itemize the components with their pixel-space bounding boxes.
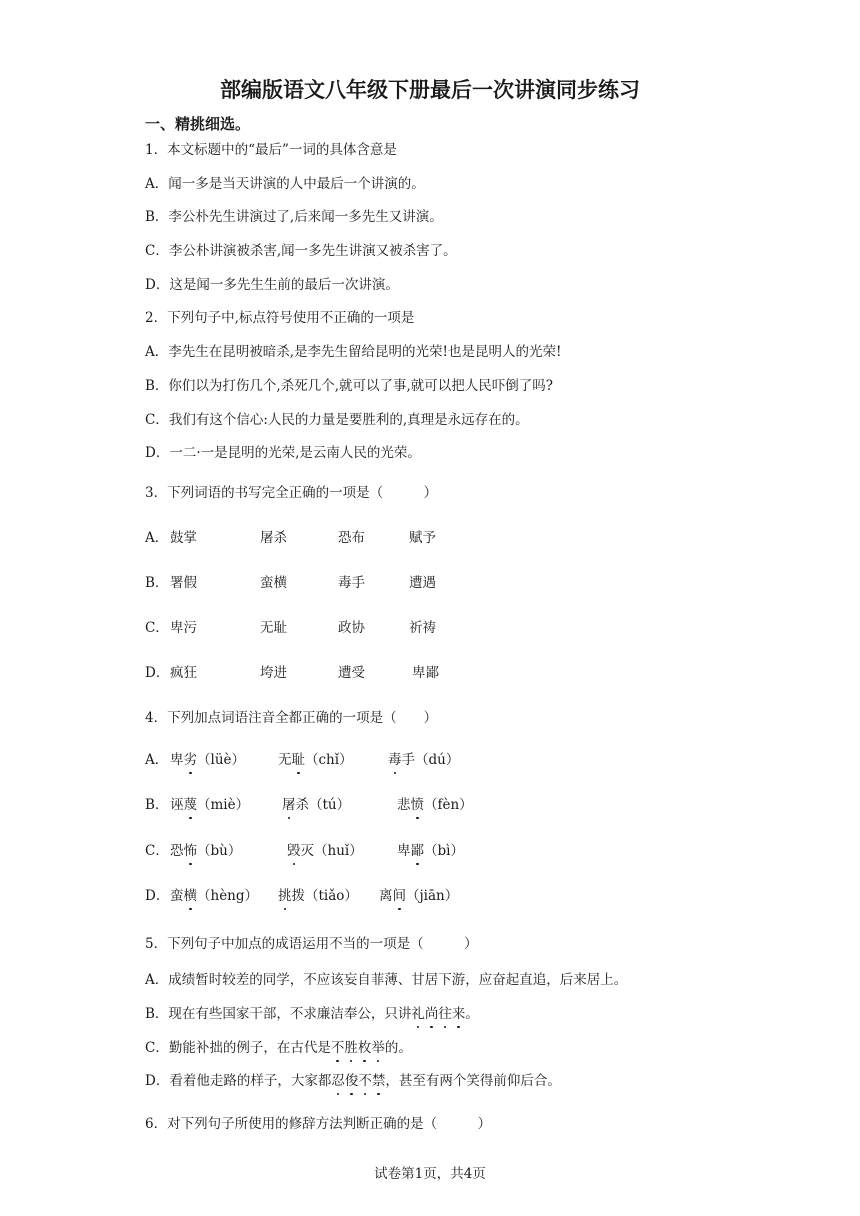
word: 赋予 [409, 530, 436, 546]
question-5-option-d: D．看着他走路的样子，大家都忍俊不禁，甚至有两个笑得前仰后合。 [145, 1073, 561, 1089]
option-letter: C． [145, 620, 169, 636]
question-1-stem: 1．本文标题中的“最后”一词的具体含意是 [145, 142, 397, 158]
word: 鼓掌 [170, 530, 197, 546]
word-with-pinyin: 卑鄙（bì） [397, 843, 464, 859]
option-letter: D． [145, 888, 170, 904]
word-with-pinyin: 卑劣（lüè） [170, 752, 246, 768]
word: 署假 [170, 575, 197, 591]
question-1-option-a: A．闻一多是当天讲演的人中最后一个讲演的。 [145, 176, 425, 192]
question-5-stem: 5．下列句子中加点的成语运用不当的一项是（ ） [145, 936, 478, 952]
word-with-pinyin: 诬蔑（miè） [170, 797, 250, 813]
word: 毒手 [338, 575, 365, 591]
option-letter: A． [145, 530, 169, 546]
question-4-option-c [145, 842, 464, 860]
question-3-option-c [145, 619, 436, 637]
question-2-stem: 2．下列句子中,标点符号使用不正确的一项是 [145, 310, 415, 326]
question-2-option-b: B．你们以为打伤几个,杀死几个,就可以了事,就可以把人民吓倒了吗? [145, 378, 554, 394]
word: 蛮横 [260, 575, 287, 591]
word-with-pinyin: 悲愤（fèn） [397, 797, 473, 813]
question-5-option-b: B．现在有些国家干部，不求廉洁奉公，只讲礼尚往来。 [145, 1006, 479, 1022]
option-letter: D． [145, 665, 170, 681]
word: 卑鄙 [412, 665, 439, 681]
question-6-stem: 6．对下列句子所使用的修辞方法判断正确的是（ ） [145, 1116, 492, 1132]
word: 祈祷 [409, 620, 436, 636]
question-5-option-a: A．成绩暂时较差的同学，不应该妄自菲薄、甘居下游，应奋起直追，后来居上。 [145, 972, 628, 988]
word-with-pinyin: 挑拨（tiǎo） [278, 888, 358, 904]
word: 恐布 [338, 530, 365, 546]
question-1-option-d: D．这是闻一多先生生前的最后一次讲演。 [145, 277, 399, 293]
question-4-option-d [145, 887, 459, 905]
question-3-option-d [145, 664, 439, 682]
word: 卑污 [170, 620, 197, 636]
option-letter: C． [145, 843, 169, 859]
word: 遭受 [338, 665, 365, 681]
question-3-stem: 3．下列词语的书写完全正确的一项是（ ） [145, 485, 438, 501]
question-5-option-c: C．勤能补拙的例子，在古代是不胜枚举的。 [145, 1040, 412, 1056]
question-4-option-a [145, 751, 460, 769]
word-with-pinyin: 毒手（dú） [388, 752, 460, 768]
word: 疯狂 [170, 665, 197, 681]
word: 遭遇 [409, 575, 436, 591]
word-with-pinyin: 蛮横（hèng） [170, 888, 259, 904]
question-1-option-c: C．李公朴讲演被杀害,闻一多先生讲演又被杀害了。 [145, 243, 457, 259]
word: 政协 [338, 620, 365, 636]
question-3-option-b [145, 574, 436, 592]
page-title: 部编版语文八年级下册最后一次讲演同步练习 [220, 78, 640, 102]
word-with-pinyin: 恐怖（bù） [170, 843, 242, 859]
option-letter: A． [145, 752, 169, 768]
word-with-pinyin: 毁灭（huǐ） [287, 843, 363, 859]
page-footer: 试卷第1页，共4页 [374, 1166, 486, 1182]
word: 屠杀 [260, 530, 287, 546]
question-3-option-a [145, 529, 436, 547]
word-with-pinyin: 离间（jiān） [379, 888, 459, 904]
question-4-option-b [145, 796, 473, 814]
option-letter: B． [145, 575, 169, 591]
question-2-option-c: C．我们有这个信心:人民的力量是要胜利的,真理是永远存在的。 [145, 412, 529, 428]
word: 垮进 [260, 665, 287, 681]
question-4-stem: 4．下列加点词语注音全都正确的一项是（ ） [145, 710, 438, 726]
word-with-pinyin: 屠杀（tú） [282, 797, 351, 813]
question-1-option-b: B．李公朴先生讲演过了,后来闻一多先生又讲演。 [145, 209, 443, 225]
section-heading: 一、精挑细选。 [145, 115, 251, 133]
word: 无耻 [260, 620, 287, 636]
option-letter: B． [145, 797, 169, 813]
question-2-option-d: D．一二·一是昆明的光荣,是云南人民的光荣。 [145, 445, 421, 461]
question-2-option-a: A．李先生在昆明被暗杀,是李先生留给昆明的光荣!也是昆明人的光荣! [145, 344, 562, 360]
word-with-pinyin: 无耻（chǐ） [278, 752, 353, 768]
